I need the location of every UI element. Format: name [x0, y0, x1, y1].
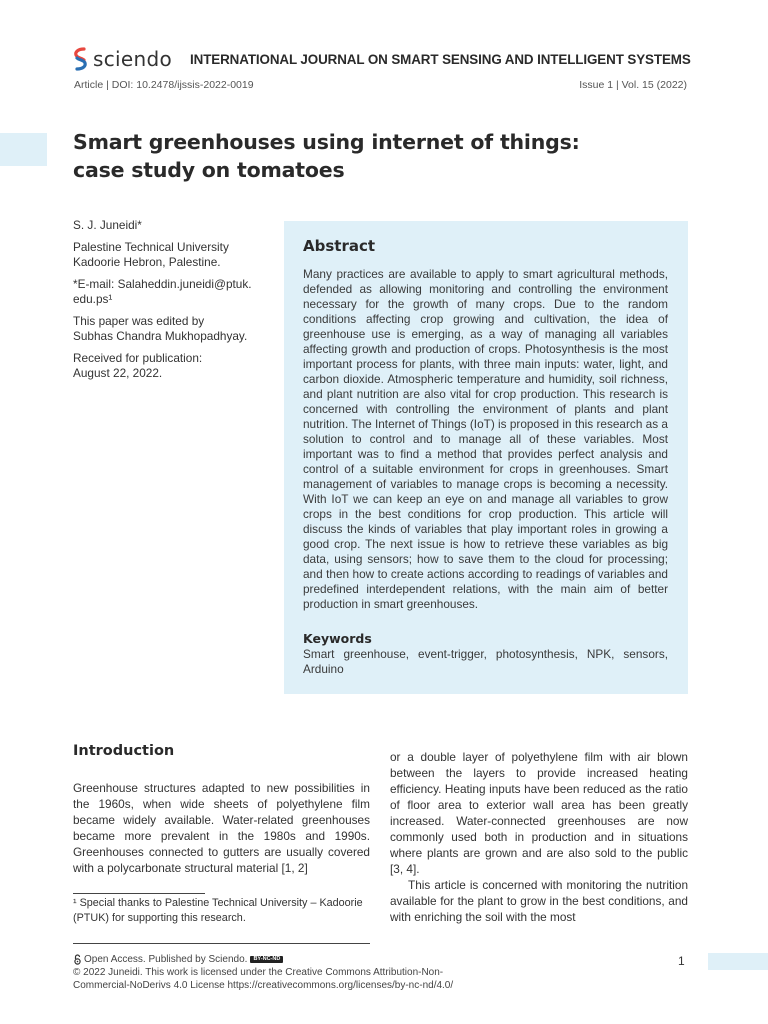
cc-license-badge[interactable]: BY-NC-ND — [250, 956, 283, 963]
footnote-divider — [73, 893, 205, 894]
body-column-right — [390, 749, 688, 925]
received-line-1: Received for publication: — [73, 351, 203, 365]
affiliation — [73, 240, 273, 270]
footnote: ¹ Special thanks to Palestine Technical University – Kadoorie (PTUK) for supporting this research. — [73, 897, 363, 924]
affiliation-line-2: Kadoorie Hebron, Palestine. — [73, 255, 221, 269]
email-line-1: *E-mail: Salaheddin.juneidi@ptuk. — [73, 277, 252, 291]
introduction-heading: Introduction — [73, 743, 175, 759]
author-name: S. J. Juneidi* — [73, 218, 142, 232]
received-date — [73, 351, 273, 381]
intro-paragraph-1: Greenhouse structures adapted to new possibilities in the 1960s, when wide sheets of polyethylene film became widely available. Water-related greenhouses became more prevalent in the 1980s and 1990s. Greenhouses connected to gutters are usually covered with a polycarbonate structural material [1, 2] — [73, 781, 370, 875]
edited-by — [73, 314, 273, 344]
intro-paragraph-continued: or a double layer of polyethylene film with air blown between the layers to provide increased heating efficiency. Heating inputs have been reduced as the ratio of floor area to exterior wall area has been greatly increased. Water-connected greenhouses are now commonly used both in production and in situations where plants are grown and are also sold to the public [3, 4]. — [390, 750, 688, 876]
sciendo-logo-icon — [73, 47, 88, 71]
open-access-line — [73, 953, 493, 966]
intro-paragraph-2: This article is concerned with monitoring the nutrition available for the plant to grow in the best conditions, and with enriching the soil with the most — [390, 878, 688, 924]
accent-bar-left — [0, 133, 47, 166]
open-access-text: Open Access. Published by Sciendo. — [84, 954, 248, 965]
abstract-box — [284, 221, 688, 694]
article-title: Smart greenhouses using internet of things: case study on tomatoes — [73, 130, 580, 182]
license-line-1: © 2022 Juneidi. This work is licensed under the Creative Commons Attribution-Non- — [73, 967, 444, 978]
author-info — [73, 218, 273, 388]
author-email — [73, 277, 273, 307]
page-number: 1 — [678, 954, 685, 968]
keywords-heading: Keywords — [303, 631, 372, 646]
edited-line-2: Subhas Chandra Mukhopadhyay. — [73, 329, 248, 343]
abstract-text: Many practices are available to apply to smart agricultural methods, defended as allowing monitoring and controlling the environment necessary for the growth of many crops. Due to the random conditions affecting crop growing and cultivation, the idea of greenhouse use is emerging, as a way of managing all variables affecting growth and production of crops. Photosynthesis is the most important process for plants, with three main inputs: water, light, and carbon dioxide. Atmospheric temperature and humidity, soil richness, and plant nutrition are also vital for crop production. This research is concerned with controlling the environment of plants and plant nutrition. The Internet of Things (IoT) is proposed in this research as a solution to control and to manage all of these variables. Most important was to find a method that provides perfect analysis and control of a suitable environment for crops in greenhouses. Smart management of variables to manage crops is becoming a necessity. With IoT we can keep an eye on and manage all variables to grow crops in the best conditions for crop production. This article will discuss the kinds of variables that play important roles in growing a good crop. The next issue is how to retrieve these variables as big data, using sensors; how to save them to the cloud for processing; and then how to create actions according to readings of variables and predefined interdependent relations, with the main aim of better production in smart greenhouses. — [303, 267, 668, 611]
abstract-heading: Abstract — [303, 237, 376, 255]
edited-line-1: This paper was edited by — [73, 314, 205, 328]
affiliation-line-1: Palestine Technical University — [73, 240, 229, 254]
keywords-text: Smart greenhouse, event-trigger, photosynthesis, NPK, sensors, Arduino — [303, 647, 668, 676]
issue-volume: Issue 1 | Vol. 15 (2022) — [579, 79, 687, 91]
open-access-icon — [73, 954, 82, 965]
sciendo-logo — [73, 47, 172, 71]
journal-title: INTERNATIONAL JOURNAL ON SMART SENSING AND INTELLIGENT SYSTEMS — [190, 52, 691, 67]
footer-divider — [73, 943, 370, 944]
publisher-name: sciendo — [93, 47, 172, 71]
license-footer — [73, 953, 493, 992]
license-line-2[interactable]: Commercial-NoDerivs 4.0 License https://creativecommons.org/licenses/by-nc-nd/4.0/ — [73, 980, 454, 991]
accent-bar-right — [708, 953, 768, 970]
body-column-left — [73, 780, 370, 876]
email-line-2: edu.ps¹ — [73, 292, 113, 306]
received-line-2: August 22, 2022. — [73, 366, 163, 380]
article-doi: Article | DOI: 10.2478/ijssis-2022-0019 — [74, 79, 254, 91]
